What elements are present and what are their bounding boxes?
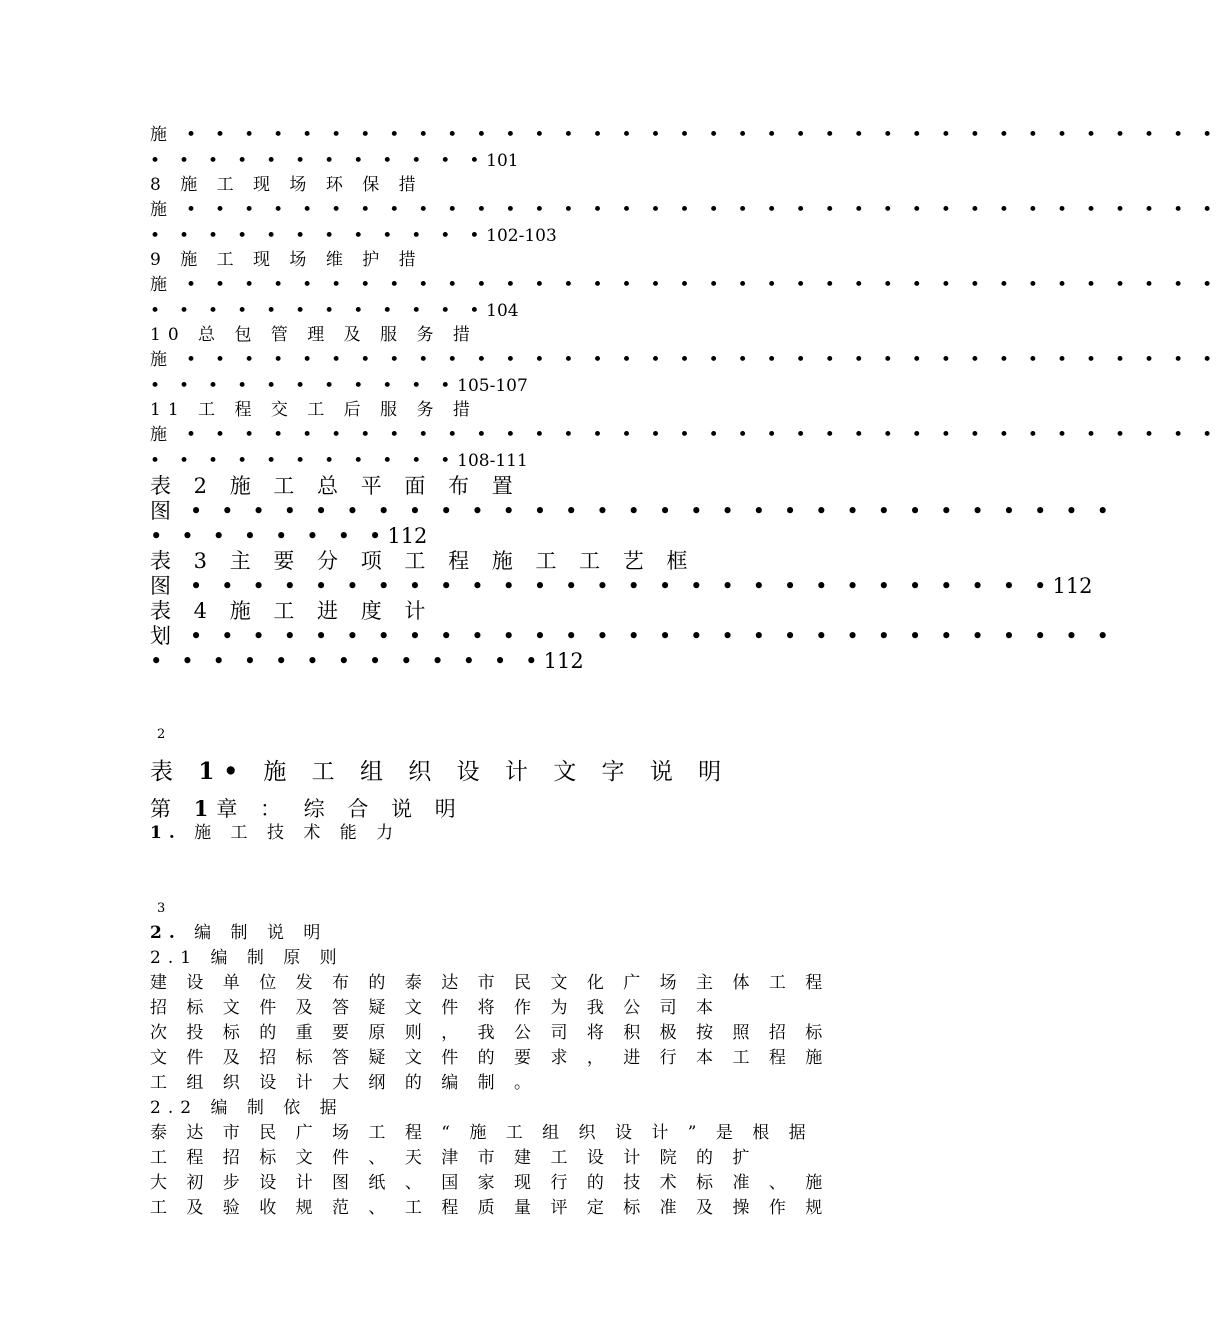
paragraph-line: 工 及 验 收 规 范 、 工 程 质 量 评 定 标 准 及 操 作 规 [150, 1198, 830, 1218]
paragraph-line: 建 设 单 位 发 布 的 泰 达 市 民 文 化 广 场 主 体 工 程 [150, 973, 830, 993]
toc-entry-title: 表 4 施 工 进 度 计 [150, 599, 434, 623]
toc-leader-line: 图 • • • • • • • • • • • • • • • • • • • • • • • • • • • •112 [150, 574, 1093, 598]
paragraph-line: 招 标 文 件 及 答 疑 文 件 将 作 为 我 公 司 本 [150, 998, 721, 1018]
toc-page-number: 101 [486, 151, 519, 171]
paragraph-line: 次 投 标 的 重 要 原 则 ， 我 公 司 将 积 极 按 照 招 标 [150, 1023, 830, 1043]
toc-page-number: 112 [1052, 574, 1093, 598]
page-number: 3 [157, 901, 166, 916]
toc-leader-line: • • • • • • • • • • • • •112 [150, 649, 584, 673]
toc-page-number: 105-107 [457, 376, 528, 396]
paragraph-line: 大 初 步 设 计 图 纸 、 国 家 现 行 的 技 术 标 准 、 施 [150, 1173, 830, 1193]
section-heading: 1. 施 工 技 术 能 力 [150, 823, 401, 843]
toc-leader-line: 划 • • • • • • • • • • • • • • • • • • • • • • • • • • • • • • [150, 624, 1115, 648]
paragraph-line: 工 程 招 标 文 件 、 天 津 市 建 工 设 计 院 的 扩 [150, 1148, 757, 1168]
toc-leader-line: • • • • • • • • • • • •104 [150, 301, 519, 321]
toc-entry-title: 9 施 工 现 场 维 护 措 [150, 250, 423, 270]
toc-page-number: 112 [387, 524, 428, 548]
toc-leader-line: • • • • • • • • • • •105-107 [150, 376, 528, 396]
subsection-heading: 2.1 编 制 原 则 [150, 948, 344, 968]
toc-page-number: 112 [543, 649, 584, 673]
toc-leader-line: 图 • • • • • • • • • • • • • • • • • • • • • • • • • • • • • • [150, 499, 1115, 523]
toc-leader-line: • • • • • • • • • • •108-111 [150, 451, 528, 471]
toc-entry-title: 表 2 施 工 总 平 面 布 置 [150, 474, 521, 498]
toc-entry-title: 表 3 主 要 分 项 工 程 施 工 工 艺 框 [150, 549, 696, 573]
table-title: 表 1• 施 工 组 织 设 计 文 字 说 明 [150, 758, 731, 785]
paragraph-line: 工 组 织 设 计 大 纲 的 编 制 。 [150, 1073, 539, 1093]
subsection-heading: 2.2 编 制 依 据 [150, 1098, 344, 1118]
toc-entry-title: 11 工 程 交 工 后 服 务 措 [150, 400, 477, 420]
toc-leader-line: • • • • • • • • • • • •101 [150, 151, 519, 171]
toc-leader-line: 施 • • • • • • • • • • • • • • • • • • • • • • • • • • • • • • • • • • • • [150, 125, 1219, 145]
paragraph-line: 泰 达 市 民 广 场 工 程 “ 施 工 组 织 设 计 ” 是 根 据 [150, 1123, 813, 1143]
paragraph-line: 文 件 及 招 标 答 疑 文 件 的 要 求 ， 进 行 本 工 程 施 [150, 1048, 830, 1068]
toc-leader-line: 施 • • • • • • • • • • • • • • • • • • • • • • • • • • • • • • • • • • • • [150, 425, 1219, 445]
section-heading: 2. 编 制 说 明 [150, 923, 328, 943]
toc-leader-line: • • • • • • • • • • • •102-103 [150, 226, 557, 246]
toc-leader-line: 施 • • • • • • • • • • • • • • • • • • • • • • • • • • • • • • • • • • • • [150, 275, 1219, 295]
toc-leader-line: • • • • • • • •112 [150, 524, 428, 548]
toc-entry-title: 10 总 包 管 理 及 服 务 措 [150, 325, 477, 345]
toc-page-number: 108-111 [457, 451, 528, 471]
toc-entry-title: 8 施 工 现 场 环 保 措 [150, 175, 423, 195]
toc-page-number: 102-103 [486, 226, 557, 246]
chapter-heading: 第 1章 ： 综 合 说 明 [150, 796, 464, 821]
page-number: 2 [157, 727, 166, 742]
toc-leader-line: 施 • • • • • • • • • • • • • • • • • • • • • • • • • • • • • • • • • • • • [150, 200, 1219, 220]
toc-leader-line: 施 • • • • • • • • • • • • • • • • • • • • • • • • • • • • • • • • • • • • [150, 350, 1219, 370]
toc-page-number: 104 [486, 301, 519, 321]
